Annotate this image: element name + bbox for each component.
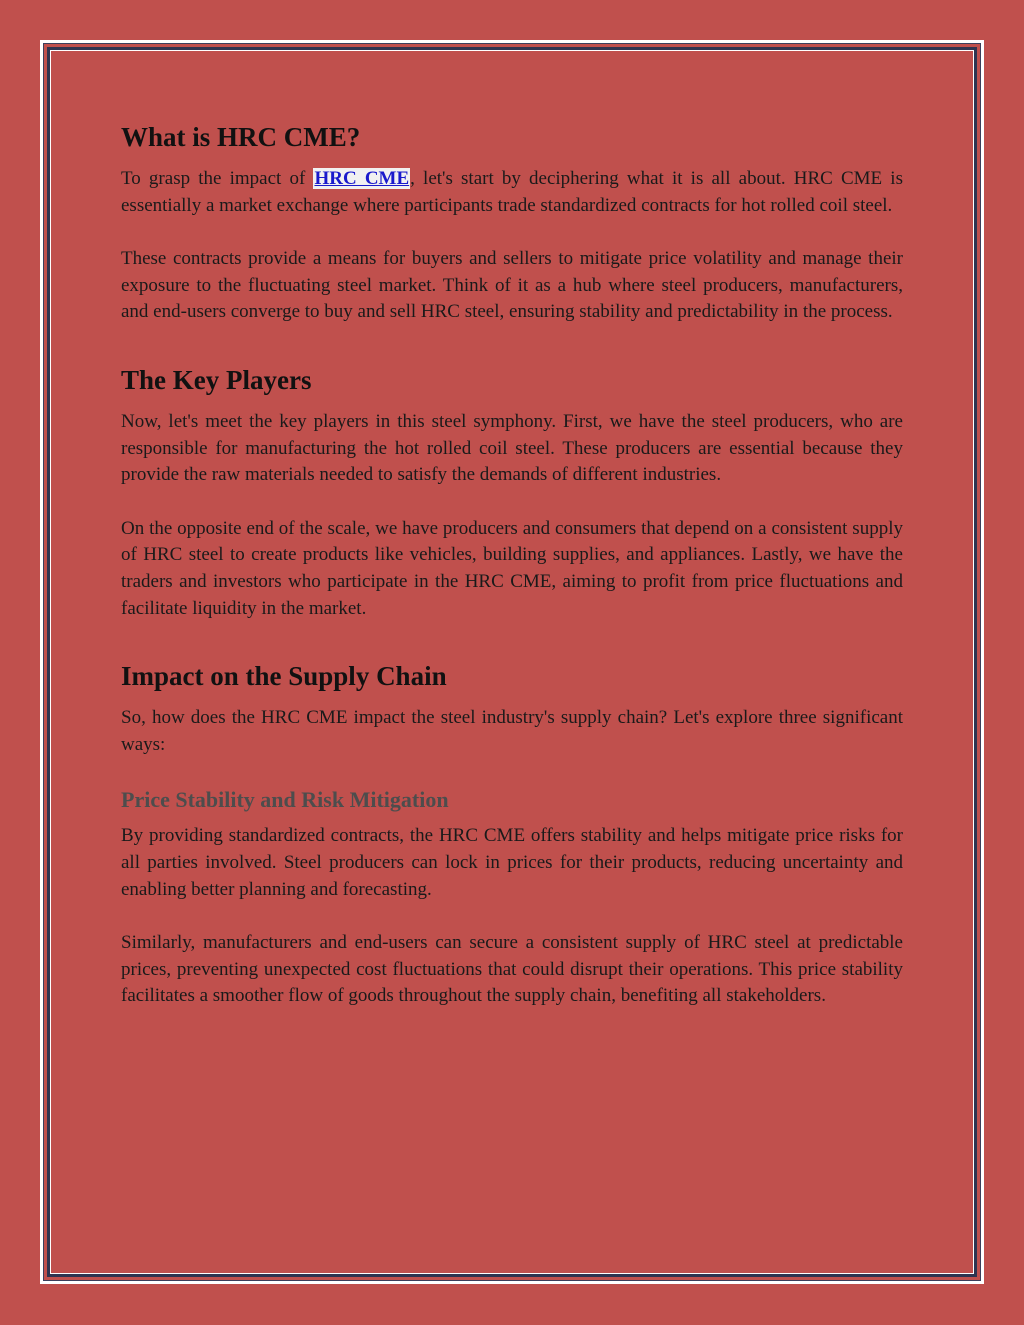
paragraph-intro-start: To grasp the impact of [121, 168, 314, 189]
section-heading-what-is-hrc-cme: What is HRC CME? [121, 122, 361, 152]
paragraph-supply-chain-intro: So, how does the HRC CME impact the steel industry's supply chain? Let's explore three significant ways: [121, 707, 903, 755]
paragraph-manufacturers: Similarly, manufacturers and end-users can secure a consistent supply of HRC steel at predictable prices, preventing unexpected cost fluctuations that could disrupt their operations. This price stability facilitates a smoother flow of goods throughout the supply chain, benefiting all stakeholders. [121, 932, 903, 1007]
paragraph-producers: Now, let's meet the key players in this steel symphony. First, we have the steel producers, who are responsible for manufacturing the hot rolled coil steel. These producers are essential because they provide the raw materials needed to satisfy the demands of different industries. [121, 410, 903, 486]
article [121, 118, 903, 1010]
subheading-price-stability: Price Stability and Risk Mitigation [121, 787, 449, 813]
hrc-cme-link[interactable]: HRC CME [314, 168, 410, 189]
section-heading-key-players: The Key Players [121, 364, 312, 395]
section-heading-supply-chain: Impact on the Supply Chain [121, 661, 447, 692]
paragraph-contracts: These contracts provide a means for buyers and sellers to mitigate price volatility and manage their exposure to the fluctuating steel market. Think of it as a hub where steel producers, manufacturers, and end-users converge to buy and sell HRC steel, ensuring stability and predictability in the process. [121, 248, 903, 323]
paragraph-intro [121, 166, 903, 219]
paragraph-consumers-traders: On the opposite end of the scale, we have producers and consumers that depend on a consistent supply of HRC steel to create products like vehicles, building supplies, and appliances. Lastly, we have the traders and investors who participate in the HRC CME, aiming to profit from price fluctuations and facilitate liquidity in the market. [121, 517, 903, 619]
paragraph-standardized-contracts: By providing standardized contracts, the HRC CME offers stability and helps mitigate price risks for all parties involved. Steel producers can lock in prices for their products, reducing uncertainty and enabling better planning and forecasting. [121, 825, 903, 900]
paragraph-intro-rest: , let's start by deciphering what it is all about. HRC CME is essentially a market exchange where participants trade standardized contracts for hot rolled coil steel. [121, 168, 903, 216]
